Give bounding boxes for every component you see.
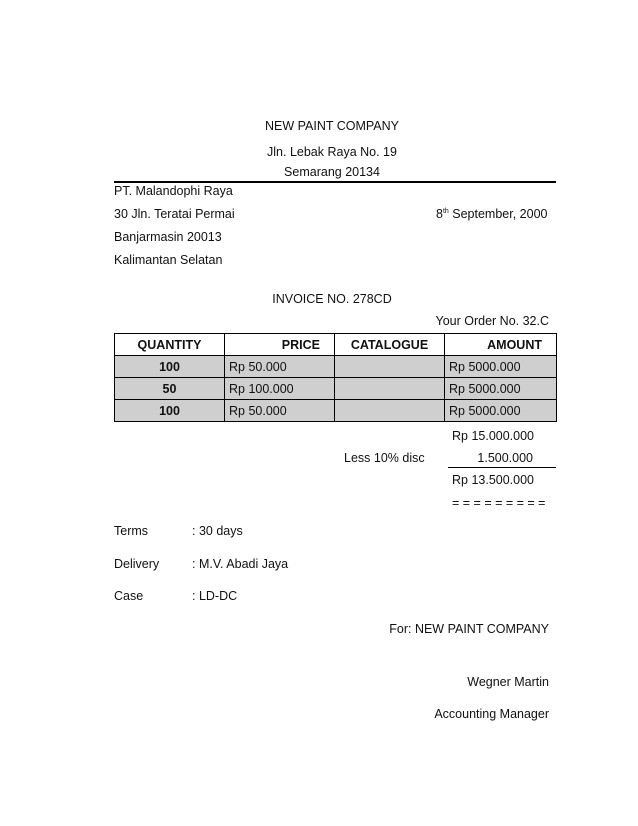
cell-amount: Rp 5000.000 [445,356,557,378]
cell-quantity: 100 [115,400,225,422]
header-amount: AMOUNT [445,334,557,356]
date-suffix: th [442,208,449,215]
invoice-date [436,207,547,221]
terms-value: : 30 days [192,524,243,538]
delivery-label: Delivery [114,557,160,571]
recipient-street: 30 Jln. Teratai Permai [114,207,235,221]
cell-catalogue [335,356,445,378]
total-divider [448,467,556,468]
company-name: NEW PAINT COMPANY [264,119,400,133]
double-underline: = = = = = = = = = [452,496,546,510]
table-row [115,356,557,378]
recipient-name: PT. Malandophi Raya [114,184,233,198]
recipient-city: Banjarmasin 20013 [114,230,222,244]
table-header-row [115,334,557,356]
cell-price: Rp 100.000 [225,378,335,400]
header-catalogue: CATALOGUE [335,334,445,356]
cell-amount: Rp 5000.000 [445,378,557,400]
cell-quantity: 100 [115,356,225,378]
case-value: : LD-DC [192,589,238,603]
cell-quantity: 50 [115,378,225,400]
signature-for: For: NEW PAINT COMPANY [389,622,549,636]
grand-total: Rp 13.500.000 [452,473,535,487]
date-day: 8 [436,207,443,221]
cell-price: Rp 50.000 [225,356,335,378]
discount-label: Less 10% disc [344,451,425,465]
table-row [115,400,557,422]
signer-title: Accounting Manager [434,707,549,721]
invoice-number: INVOICE NO. 278CD [272,292,392,306]
order-number: Your Order No. 32.C [435,314,549,328]
cell-price: Rp 50.000 [225,400,335,422]
table-row [115,378,557,400]
recipient-province: Kalimantan Selatan [114,253,223,267]
terms-label: Terms [114,524,149,538]
subtotal: Rp 15.000.000 [452,429,535,443]
items-table [114,333,557,422]
case-label: Case [114,589,144,603]
cell-amount: Rp 5000.000 [445,400,557,422]
header-price: PRICE [225,334,335,356]
delivery-value: : M.V. Abadi Jaya [192,557,289,571]
cell-catalogue [335,400,445,422]
header-divider [114,181,556,183]
discount-value: 1.500.000 [477,451,533,465]
date-rest: September, 2000 [448,207,548,221]
signer-name: Wegner Martin [467,675,549,689]
cell-catalogue [335,378,445,400]
header-quantity: QUANTITY [115,334,225,356]
company-address-street: Jln. Lebak Raya No. 19 [267,145,397,159]
company-address-city: Semarang 20134 [284,165,380,179]
